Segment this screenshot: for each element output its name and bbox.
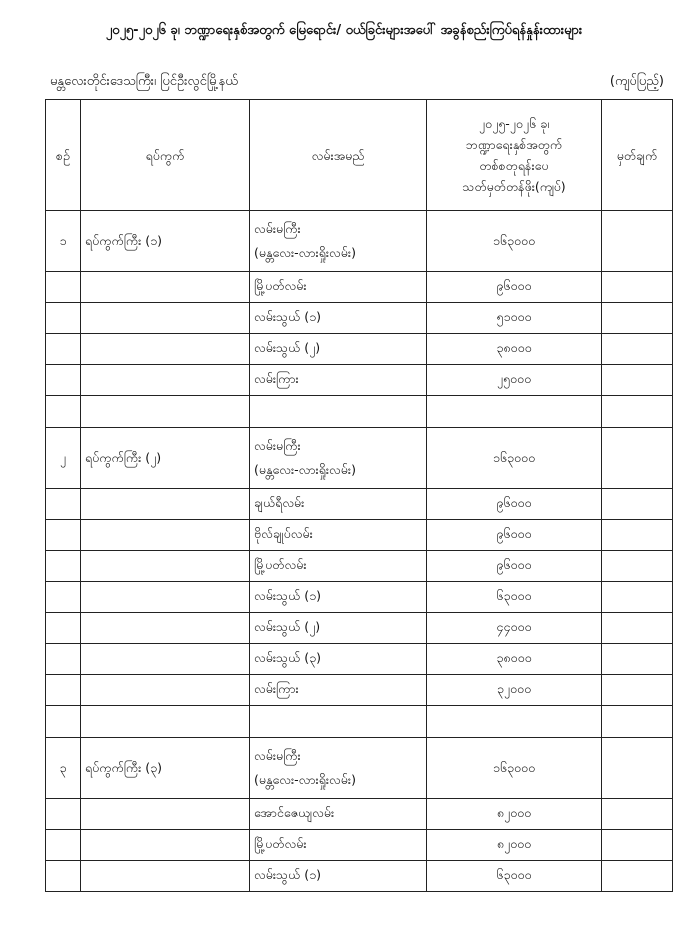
table-row [46, 830, 673, 861]
rate-cell: ၉၆၀၀၀ [427, 551, 602, 582]
row-number-cell [46, 861, 81, 892]
table-row [46, 520, 673, 551]
document-title: ၂၀၂၅-၂၀၂၆ ခု၊ ဘဏ္ဍာရေးနှစ်အတွက် မြေရောင်း/ ဝယ်ခြင်းများအပေါ် အခွန်စည်းကြပ်ရန်နှုန်းထားများ [105, 23, 583, 38]
location-label: မန္တလေးတိုင်းဒေသကြီး၊ ပြင်ဦးလွင်မြို့နယ် [50, 74, 238, 89]
table-row [46, 428, 673, 489]
remark-cell [602, 706, 673, 738]
road-name-cell [250, 211, 427, 272]
table-row [46, 334, 673, 365]
row-number-cell: ၁ [46, 211, 81, 272]
ward-cell [81, 272, 250, 303]
road-name: လမ်းသွယ် (၂) [254, 339, 321, 355]
table-row-blank [46, 706, 673, 738]
ward-cell: ရပ်ကွက်ကြီး (၁) [81, 211, 250, 272]
header-no: စဉ် [46, 100, 81, 211]
header-rate-line1: ၂၀၂၅-၂၀၂၆ ခု၊ [478, 116, 550, 131]
remark-cell [602, 428, 673, 489]
row-number-cell [46, 799, 81, 830]
header-ward: ရပ်ကွက် [81, 100, 250, 211]
road-name-subtitle: (မန္တလေး-လားရှိုးလမ်း) [254, 772, 356, 787]
ward-cell [81, 644, 250, 675]
currency-unit-label: (ကျပ်ပြည့်) [609, 74, 664, 89]
remark-cell [602, 738, 673, 799]
ward-cell [81, 365, 250, 396]
ward-cell [81, 799, 250, 830]
road-name-cell [250, 861, 427, 892]
ward-cell [81, 830, 250, 861]
ward-cell [81, 861, 250, 892]
road-name-cell [250, 738, 427, 799]
road-name-cell [250, 706, 427, 738]
road-name-cell [250, 365, 427, 396]
road-name-cell [250, 520, 427, 551]
row-number-cell: ၂ [46, 428, 81, 489]
tax-rate-table [45, 99, 673, 892]
table-row [46, 272, 673, 303]
rate-cell: ၉၆၀၀၀ [427, 489, 602, 520]
road-name: လမ်းသွယ် (၁) [254, 308, 322, 324]
road-name: ဗိုလ်ချုပ်လမ်း [254, 525, 313, 541]
road-name-cell [250, 272, 427, 303]
rate-cell: ၉၆၀၀၀ [427, 272, 602, 303]
remark-cell [602, 830, 673, 861]
row-number-cell [46, 303, 81, 334]
header-rate-line3: တစ်စတုရန်းပေ [479, 158, 549, 173]
remark-cell [602, 334, 673, 365]
table-row [46, 799, 673, 830]
rate-cell: ၄၄၀၀၀ [427, 613, 602, 644]
road-name: ချယ်ရီလမ်း [254, 494, 305, 510]
rate-cell: ၁၆၃၀၀၀ [427, 428, 602, 489]
remark-cell [602, 675, 673, 706]
row-number-cell [46, 520, 81, 551]
table-row-blank [46, 396, 673, 428]
row-number-cell [46, 396, 81, 428]
rate-cell: ၈၂၀၀၀ [427, 799, 602, 830]
table-body [46, 211, 673, 892]
ward-cell [81, 551, 250, 582]
ward-cell [81, 334, 250, 365]
road-name: မြို့ပတ်လမ်း [254, 556, 307, 572]
remark-cell [602, 396, 673, 428]
ward-cell [81, 706, 250, 738]
row-number-cell: ၃ [46, 738, 81, 799]
table-header-row [46, 100, 673, 211]
table-row [46, 613, 673, 644]
road-name: လမ်းမကြီး [254, 748, 301, 763]
road-name-cell [250, 396, 427, 428]
remark-cell [602, 520, 673, 551]
remark-cell [602, 551, 673, 582]
rate-cell: ၅၁၀၀၀ [427, 303, 602, 334]
rate-cell: ၆၃၀၀၀ [427, 582, 602, 613]
road-name: လမ်းသွယ် (၁) [254, 587, 322, 603]
table-row [46, 644, 673, 675]
table-row [46, 582, 673, 613]
remark-cell [602, 613, 673, 644]
road-name-cell [250, 613, 427, 644]
table-row [46, 551, 673, 582]
row-number-cell [46, 582, 81, 613]
remark-cell [602, 489, 673, 520]
remark-cell [602, 211, 673, 272]
remark-cell [602, 303, 673, 334]
header-remark: မှတ်ချက် [602, 100, 673, 211]
remark-cell [602, 272, 673, 303]
road-name-subtitle: (မန္တလေး-လားရှိုးလမ်း) [254, 462, 356, 477]
remark-cell [602, 861, 673, 892]
row-number-cell [46, 613, 81, 644]
table-row [46, 365, 673, 396]
row-number-cell [46, 334, 81, 365]
road-name-cell [250, 675, 427, 706]
header-road-name: လမ်းအမည် [250, 100, 427, 211]
ward-cell: ရပ်ကွက်ကြီး (၃) [81, 738, 250, 799]
road-name: လမ်းသွယ် (၃) [254, 649, 322, 665]
road-name: မြို့ပတ်လမ်း [254, 835, 307, 851]
rate-cell: ၃၈၀၀၀ [427, 644, 602, 675]
remark-cell [602, 365, 673, 396]
header-rate [427, 100, 602, 211]
road-name-cell [250, 334, 427, 365]
header-rate-line2: ဘဏ္ဍာရေးနှစ်အတွက် [465, 137, 563, 152]
table-row [46, 738, 673, 799]
ward-cell [81, 303, 250, 334]
ward-cell [81, 520, 250, 551]
table-row [46, 211, 673, 272]
ward-cell [81, 396, 250, 428]
rate-cell: ၁၆၃၀၀၀ [427, 211, 602, 272]
road-name-cell [250, 799, 427, 830]
road-name-cell [250, 303, 427, 334]
table-row [46, 861, 673, 892]
road-name-cell [250, 428, 427, 489]
road-name-cell [250, 582, 427, 613]
rate-cell: ၂၅၀၀၀ [427, 365, 602, 396]
road-name: လမ်းမကြီး [254, 438, 301, 453]
rate-cell: ၆၃၀၀၀ [427, 861, 602, 892]
remark-cell [602, 582, 673, 613]
row-number-cell [46, 644, 81, 675]
ward-cell: ရပ်ကွက်ကြီး (၂) [81, 428, 250, 489]
row-number-cell [46, 272, 81, 303]
table-row [46, 675, 673, 706]
row-number-cell [46, 489, 81, 520]
remark-cell [602, 799, 673, 830]
table-row [46, 489, 673, 520]
road-name: လမ်းကြား [254, 370, 299, 386]
rate-cell: ၁၆၃၀၀၀ [427, 738, 602, 799]
remark-cell [602, 644, 673, 675]
row-number-cell [46, 365, 81, 396]
road-name: လမ်းသွယ် (၂) [254, 618, 321, 634]
rate-cell: ၃၂၀၀၀ [427, 675, 602, 706]
table-row [46, 303, 673, 334]
road-name: လမ်းမကြီး [254, 221, 301, 236]
road-name-cell [250, 830, 427, 861]
road-name-subtitle: (မန္တလေး-လားရှိုးလမ်း) [254, 245, 356, 260]
road-name: အောင်ဇေယျလမ်း [254, 804, 335, 820]
ward-cell [81, 489, 250, 520]
ward-cell [81, 582, 250, 613]
ward-cell [81, 675, 250, 706]
road-name: လမ်းကြား [254, 680, 299, 696]
row-number-cell [46, 675, 81, 706]
road-name-cell [250, 489, 427, 520]
row-number-cell [46, 830, 81, 861]
road-name-cell [250, 644, 427, 675]
header-rate-line4: သတ်မှတ်တန်ဖိုး(ကျပ်) [462, 179, 566, 194]
row-number-cell [46, 551, 81, 582]
rate-cell: ၃၈၀၀၀ [427, 334, 602, 365]
road-name: လမ်းသွယ် (၁) [254, 866, 322, 882]
rate-cell: ၈၂၀၀၀ [427, 830, 602, 861]
rate-cell: ၉၆၀၀၀ [427, 520, 602, 551]
road-name: မြို့ပတ်လမ်း [254, 277, 307, 293]
rate-cell [427, 396, 602, 428]
ward-cell [81, 613, 250, 644]
road-name-cell [250, 551, 427, 582]
rate-cell [427, 706, 602, 738]
row-number-cell [46, 706, 81, 738]
